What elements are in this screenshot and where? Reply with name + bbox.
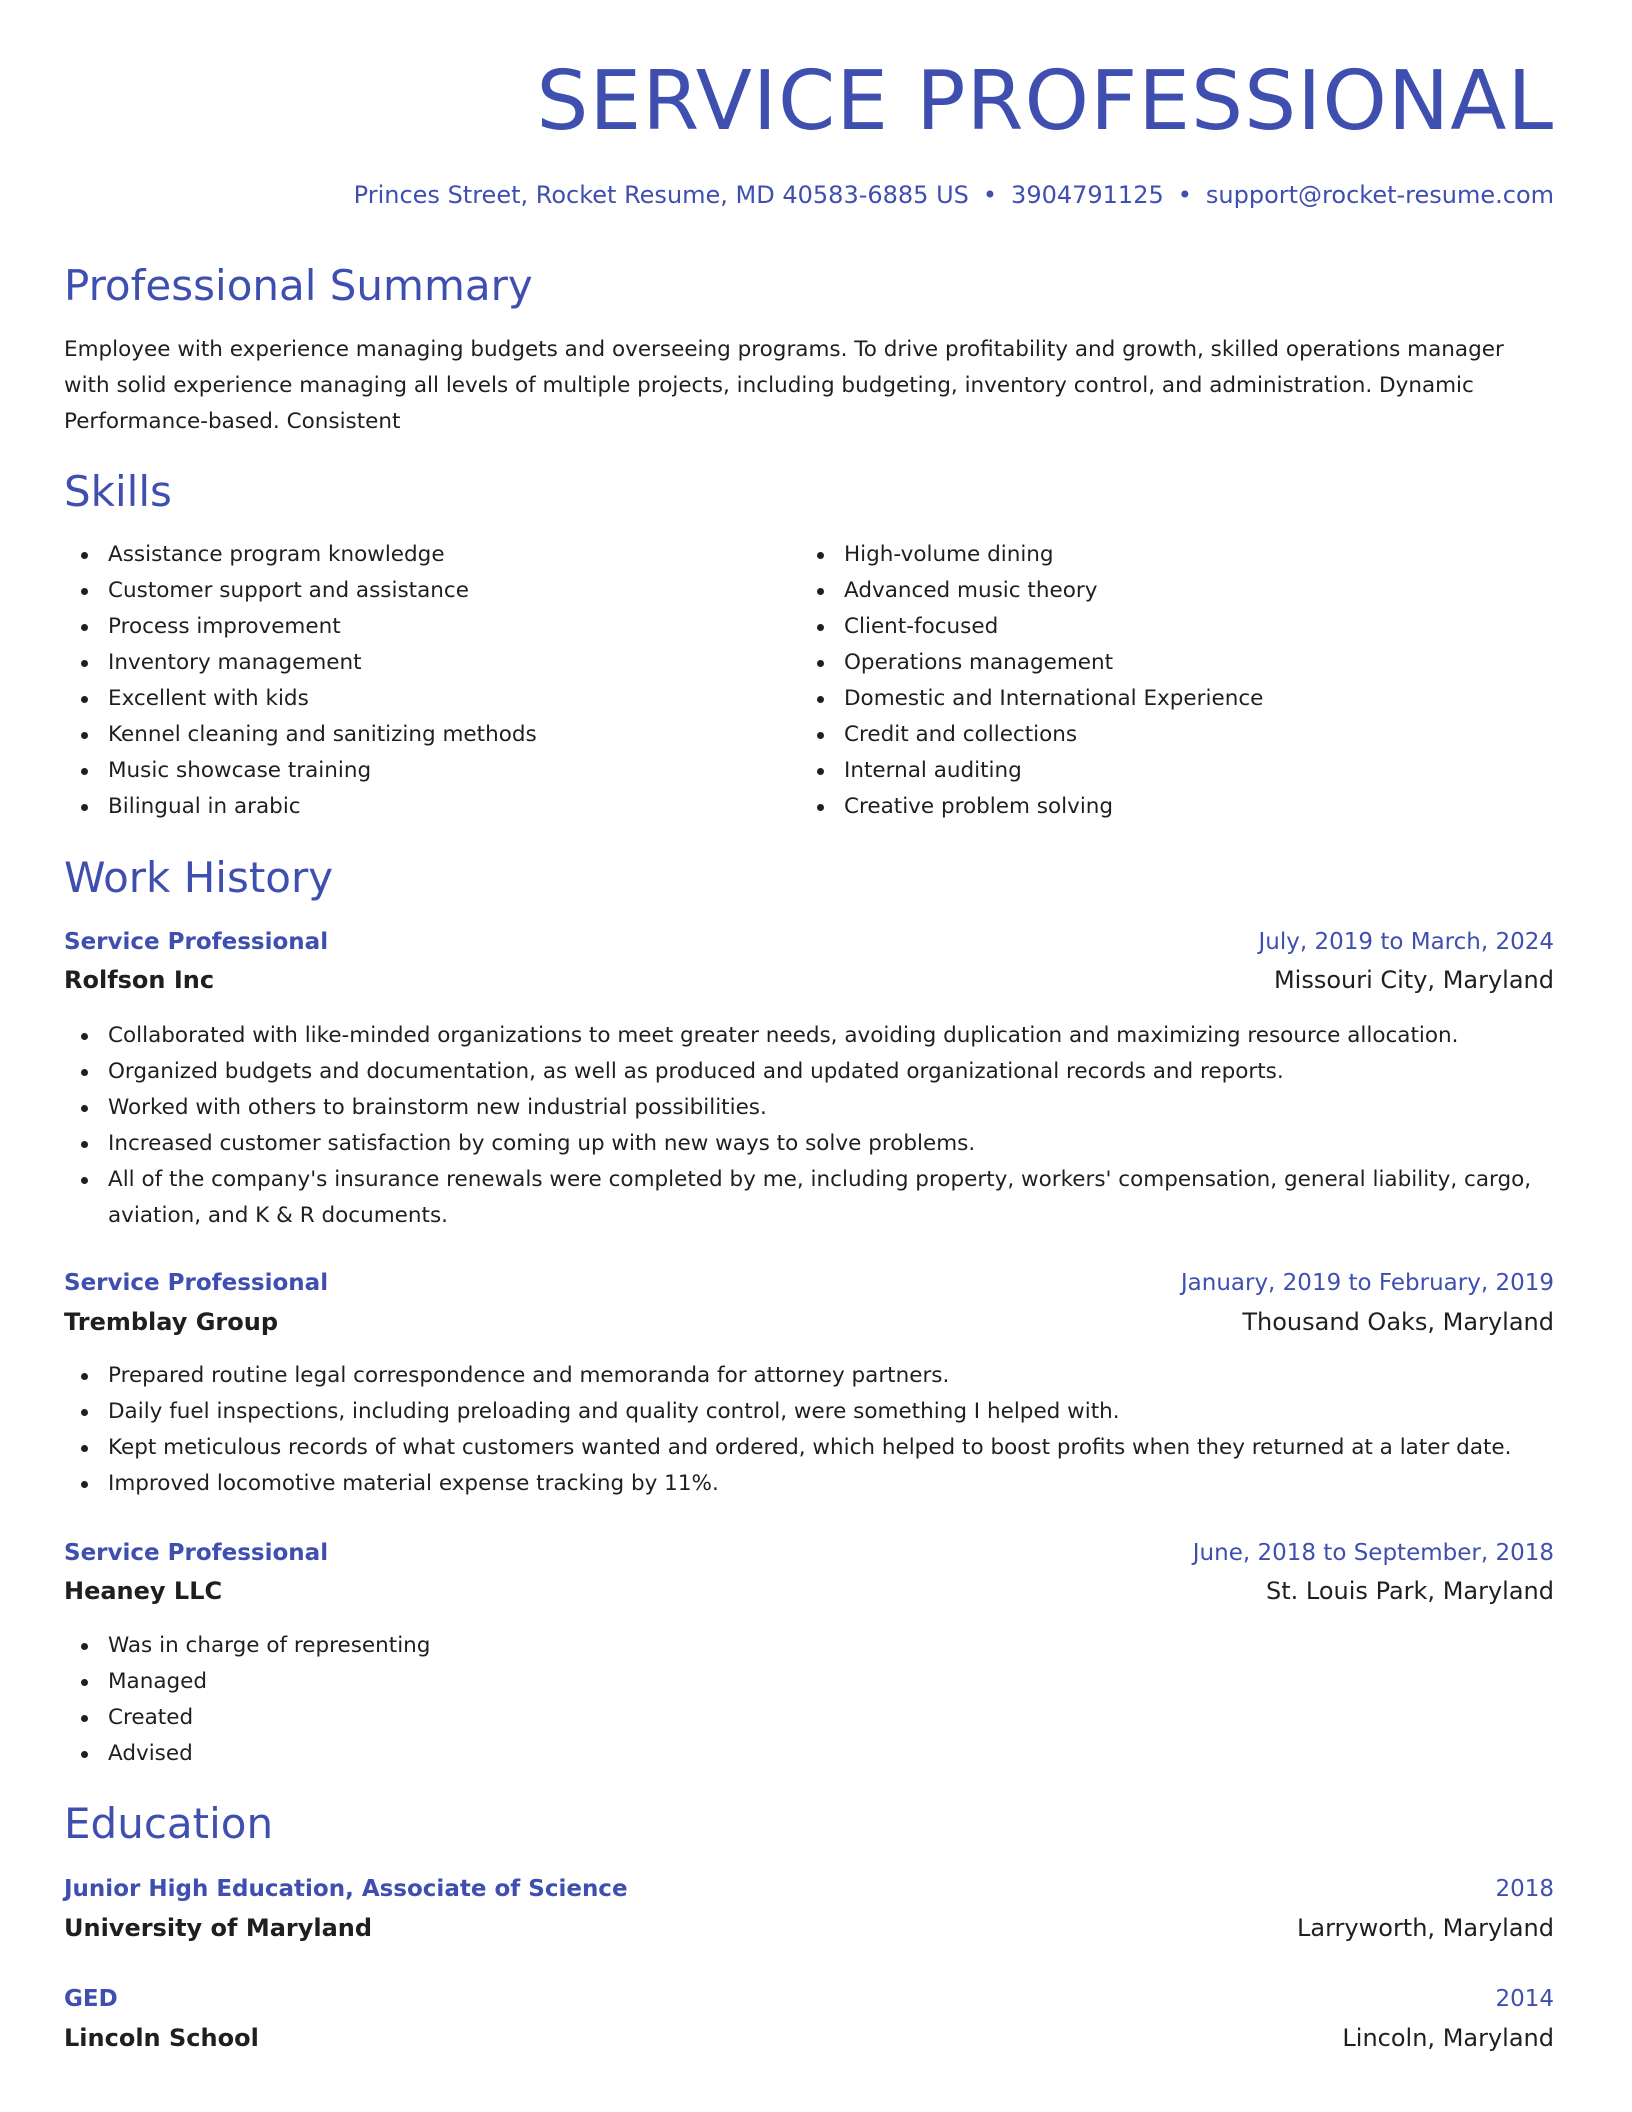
resume-page (64, 0, 1554, 2112)
education-heading: Education (64, 1799, 274, 1848)
skill-item: Advanced music theory (800, 573, 1263, 609)
candidate-name: SERVICE PROFESSIONAL (536, 54, 1554, 149)
education-degree: Junior High Education, Associate of Science (64, 1876, 628, 1902)
job-bullets (64, 1628, 1554, 1772)
skill-item: Process improvement (64, 609, 537, 645)
job-role: Service Professional (64, 1270, 329, 1296)
job-bullet: Worked with others to brainstorm new industrial possibilities. (64, 1090, 1554, 1126)
contact-separator: • (982, 181, 998, 209)
job-company-row (64, 1305, 1554, 1341)
job-bullet: Managed (64, 1664, 1554, 1700)
job-bullet: Improved locomotive material expense tracking by 11%. (64, 1466, 1554, 1502)
skill-item: Excellent with kids (64, 681, 537, 717)
skills-heading: Skills (64, 467, 172, 516)
education-school: Lincoln School (64, 2024, 259, 2052)
skill-item: Inventory management (64, 645, 537, 681)
skills-list-right (800, 537, 1263, 825)
education-location: Larryworth, Maryland (1297, 1914, 1554, 1942)
skill-item: Customer support and assistance (64, 573, 537, 609)
contact-email[interactable]: support@rocket-resume.com (1205, 181, 1554, 209)
job-company: Rolfson Inc (64, 966, 215, 994)
skill-item: Internal auditing (800, 753, 1263, 789)
job-bullet: All of the company's insurance renewals were completed by me, including property, workers' compensation, general liability, cargo, aviation, and K & R documents. (64, 1162, 1554, 1234)
education-school-row (64, 2021, 1554, 2057)
contact-line (354, 178, 1554, 212)
job-bullets (64, 1358, 1554, 1502)
job-dates: July, 2019 to March, 2024 (1258, 929, 1554, 955)
job-role-row (64, 1536, 1554, 1572)
job-bullets (64, 1018, 1554, 1234)
education-degree-row (64, 1872, 1554, 1908)
skill-item: Kennel cleaning and sanitizing methods (64, 717, 537, 753)
job-bullet: Was in charge of representing (64, 1628, 1554, 1664)
job-company-row (64, 1574, 1554, 1610)
work-history-heading: Work History (64, 853, 334, 902)
job-company: Tremblay Group (64, 1308, 279, 1336)
contact-separator: • (1177, 181, 1192, 209)
job-role: Service Professional (64, 1540, 329, 1566)
skill-item: Operations management (800, 645, 1263, 681)
skill-item: Credit and collections (800, 717, 1263, 753)
job-bullet: Organized budgets and documentation, as well as produced and updated organizational records and reports. (64, 1054, 1554, 1090)
job-bullet: Kept meticulous records of what customers wanted and ordered, which helped to boost profits when they returned at a later date. (64, 1430, 1554, 1466)
skill-item: High-volume dining (800, 537, 1263, 573)
skill-item: Creative problem solving (800, 789, 1263, 825)
education-degree-row (64, 1982, 1554, 2018)
job-bullet: Increased customer satisfaction by coming up with new ways to solve problems. (64, 1126, 1554, 1162)
contact-phone: 3904791125 (1011, 181, 1164, 209)
job-bullet: Daily fuel inspections, including preloading and quality control, were something I helped with. (64, 1394, 1554, 1430)
summary-heading: Professional Summary (64, 261, 533, 310)
education-school: University of Maryland (64, 1914, 373, 1942)
education-year: 2014 (1495, 1986, 1554, 2012)
education-year: 2018 (1495, 1876, 1554, 1902)
summary-text: Employee with experience managing budgets and overseeing programs. To drive profitability and growth, skilled operations manager with solid experience managing all levels of multiple projects, including budgeting, inventory control, and administration. Dynamic Performance-based. Consistent (64, 337, 1504, 434)
job-company: Heaney LLC (64, 1577, 223, 1605)
education-school-row (64, 1911, 1554, 1947)
job-location: St. Louis Park, Maryland (1266, 1577, 1554, 1605)
job-role-row (64, 1266, 1554, 1302)
job-role-row (64, 925, 1554, 961)
skill-item: Music showcase training (64, 753, 537, 789)
job-bullet: Advised (64, 1736, 1554, 1772)
contact-address: Princes Street, Rocket Resume, MD 40583-6885 US (353, 181, 969, 209)
job-bullet: Prepared routine legal correspondence and memoranda for attorney partners. (64, 1358, 1554, 1394)
job-location: Missouri City, Maryland (1273, 966, 1554, 994)
education-location: Lincoln, Maryland (1342, 2024, 1554, 2052)
job-location: Thousand Oaks, Maryland (1242, 1308, 1554, 1336)
job-bullet: Collaborated with like-minded organizations to meet greater needs, avoiding duplication and maximizing resource allocation. (64, 1018, 1554, 1054)
education-degree: GED (64, 1986, 118, 2012)
skill-item: Bilingual in arabic (64, 789, 537, 825)
job-dates: June, 2018 to September, 2018 (1192, 1540, 1554, 1566)
job-company-row (64, 963, 1554, 999)
job-dates: January, 2019 to February, 2019 (1180, 1270, 1554, 1296)
skill-item: Assistance program knowledge (64, 537, 537, 573)
skill-item: Domestic and International Experience (800, 681, 1263, 717)
skills-list-left (64, 537, 537, 825)
job-role: Service Professional (64, 929, 329, 955)
job-bullet: Created (64, 1700, 1554, 1736)
skill-item: Client-focused (800, 609, 1263, 645)
